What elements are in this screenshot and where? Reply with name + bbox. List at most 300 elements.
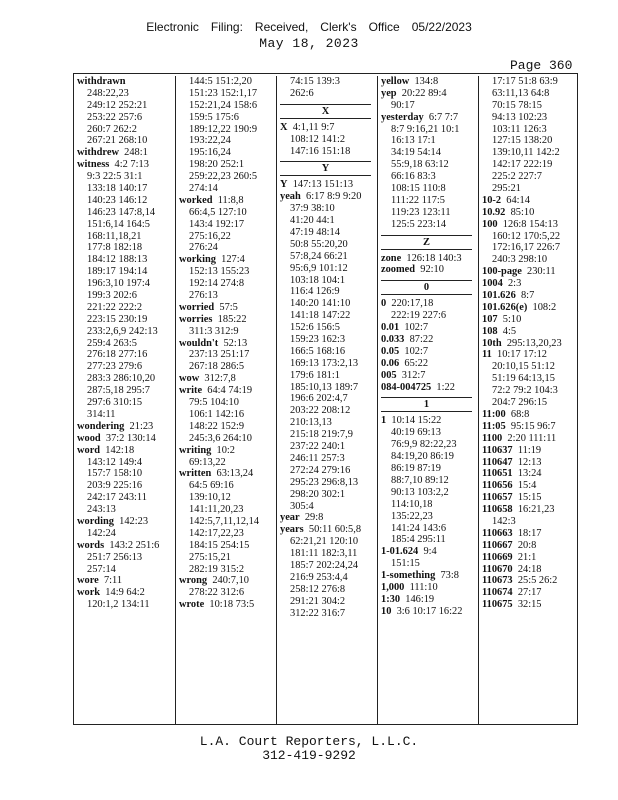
index-word: worked <box>179 194 213 206</box>
page-line-refs: 50:11 60:5,8 <box>308 524 362 536</box>
page-line-refs: 146:19 <box>405 593 435 605</box>
index-line <box>179 326 276 338</box>
index-word: wood <box>77 432 101 444</box>
index-word: witness <box>77 159 110 171</box>
index-line <box>77 361 175 373</box>
page-line-refs: 215:18 219:7,9 <box>290 429 353 441</box>
page-line-refs: 139:10,11 142:2 <box>492 147 560 159</box>
index-word: 10.92 <box>482 206 506 218</box>
page-line-refs: 181:11 182:3,11 <box>290 548 358 560</box>
index-word: 110670 <box>482 563 513 575</box>
index-word: 110669 <box>482 551 513 563</box>
index-line <box>280 179 377 191</box>
page-line-refs: 87:22 <box>409 334 434 346</box>
index-line <box>77 564 175 576</box>
page-line-refs: 198:20 252:1 <box>189 159 245 171</box>
index-line <box>280 572 377 584</box>
index-line <box>381 475 478 487</box>
letter-heading: X <box>280 104 371 119</box>
index-line <box>179 468 276 480</box>
page-line-refs: 62:21,21 120:10 <box>290 536 359 548</box>
index-line <box>179 504 276 516</box>
index-line <box>280 429 377 441</box>
page-line-refs: 169:13 173:2,13 <box>290 357 359 369</box>
page-line-refs: 179:6 181:1 <box>290 369 340 381</box>
index-column <box>478 76 579 724</box>
page-line-refs: 88:7,10 89:12 <box>391 474 449 486</box>
index-line <box>381 76 478 88</box>
index-line <box>280 453 377 465</box>
index-line <box>381 439 478 451</box>
index-line <box>482 468 579 480</box>
index-line <box>482 504 579 516</box>
index-line <box>482 492 579 504</box>
index-word: 1100 <box>482 432 503 444</box>
index-line <box>179 219 276 231</box>
page-line-refs: 312:22 316:7 <box>290 607 346 619</box>
index-line <box>381 112 478 124</box>
page-line-refs: 15:4 <box>517 480 537 492</box>
efiling-stamp <box>0 20 618 34</box>
index-line <box>77 338 175 350</box>
index-line <box>482 349 579 361</box>
page-line-refs: 251:7 256:13 <box>87 551 143 563</box>
page-line-refs: 9:3 22:5 31:1 <box>87 171 143 183</box>
page-line-refs: 76:9,9 82:22,23 <box>391 439 457 451</box>
page-line-refs: 282:19 315:2 <box>189 563 245 575</box>
index-line <box>381 382 478 394</box>
index-word: 110658 <box>482 504 513 516</box>
page-line-refs: 223:15 230:19 <box>87 313 148 325</box>
page-line-refs: 8:7 9:16,21 10:1 <box>391 123 460 135</box>
index-line <box>280 465 377 477</box>
index-line <box>179 492 276 504</box>
page-line-refs: 275:16,22 <box>189 230 231 242</box>
index-line <box>77 492 175 504</box>
index-line <box>381 346 478 358</box>
index-line <box>179 397 276 409</box>
page-line-refs: 57:8,24 66:21 <box>290 250 348 262</box>
index-line <box>179 516 276 528</box>
page-line-refs: 102:7 <box>404 322 429 334</box>
page-line-refs: 140:20 141:10 <box>290 298 351 310</box>
page-line-refs: 37:9 38:10 <box>290 203 335 215</box>
index-word: 0.05 <box>381 345 400 357</box>
index-line <box>179 480 276 492</box>
index-line <box>280 76 377 88</box>
index-line <box>482 480 579 492</box>
index-line <box>482 171 579 183</box>
page-line-refs: 240:3 298:10 <box>492 254 548 266</box>
index-line <box>482 409 579 421</box>
page-line-refs: 119:23 123:11 <box>391 206 451 218</box>
index-line <box>179 88 276 100</box>
index-word: wrote <box>179 599 205 611</box>
page-line-refs: 276:13 <box>189 290 218 302</box>
page-line-refs: 6:7 7:7 <box>428 111 459 123</box>
index-word: 1-something <box>381 570 436 582</box>
page-line-refs: 20:22 89:4 <box>401 87 447 99</box>
page-line-refs: 295:13,20,23 <box>506 337 562 349</box>
page-line-refs: 125:5 223:14 <box>391 218 447 230</box>
efiling-word: Received, <box>254 20 309 34</box>
index-line <box>77 124 175 136</box>
index-line <box>280 393 377 405</box>
page-line-refs: 14:9 64:2 <box>105 587 145 599</box>
index-line <box>280 441 377 453</box>
index-line <box>179 361 276 373</box>
page-line-refs: 166:5 168:16 <box>290 345 346 357</box>
index-word: Y <box>280 179 288 191</box>
index-word: 005 <box>381 369 397 381</box>
index-word: yesterday <box>381 111 424 123</box>
page-line-refs: 9:4 <box>423 546 437 558</box>
index-line <box>381 582 478 594</box>
index-word: 110651 <box>482 468 513 480</box>
page-line-refs: 41:20 44:1 <box>290 215 335 227</box>
index-line <box>280 417 377 429</box>
page-line-refs: 141:24 143:6 <box>391 522 447 534</box>
footer-phone: 312-419-9292 <box>262 748 356 763</box>
index-line <box>280 548 377 560</box>
index-word: words <box>77 539 105 551</box>
page-line-refs: 69:13,22 <box>189 456 226 468</box>
index-line <box>280 215 377 227</box>
page-line-refs: 168:11,18,21 <box>87 230 142 242</box>
index-line <box>280 227 377 239</box>
index-line <box>179 385 276 397</box>
index-line <box>179 564 276 576</box>
index-line <box>280 298 377 310</box>
page-line-refs: 11:8,8 <box>217 194 244 206</box>
page-line-refs: 139:10,12 <box>189 492 231 504</box>
page-line-refs: 141:18 147:22 <box>290 310 351 322</box>
page-number: Page 360 <box>510 58 573 73</box>
page-line-refs: 4:5 <box>502 325 517 337</box>
page-line-refs: 278:22 312:6 <box>189 587 245 599</box>
page-line-refs: 63:11,13 64:8 <box>492 87 550 99</box>
page-line-refs: 267:21 268:10 <box>87 135 148 147</box>
page-line-refs: 248:1 <box>124 147 148 159</box>
page-line-refs: 29:8 <box>304 512 324 524</box>
page-line-refs: 25:5 26:2 <box>517 575 558 587</box>
index-line <box>482 516 579 528</box>
index-line <box>381 358 478 370</box>
page-line-refs: 142:24 <box>87 527 116 539</box>
index-word: 0.01 <box>381 322 400 334</box>
index-line <box>179 409 276 421</box>
page-line-refs: 249:12 252:21 <box>87 99 148 111</box>
page-line-refs: 4:2 7:13 <box>114 159 149 171</box>
page-line-refs: 146:23 147:8,14 <box>87 206 156 218</box>
page-line-refs: 20:10,15 51:12 <box>492 361 555 373</box>
index-line <box>280 334 377 346</box>
index-line <box>381 171 478 183</box>
index-line <box>381 219 478 231</box>
index-line <box>482 338 579 350</box>
index-line <box>482 135 579 147</box>
page-line-refs: 253:22 257:6 <box>87 111 143 123</box>
index-line <box>179 599 276 611</box>
page-line-refs: 65:22 <box>404 357 429 369</box>
page-line-refs: 10:18 73:5 <box>209 599 255 611</box>
page-line-refs: 185:10,13 189:7 <box>290 381 359 393</box>
page-line-refs: 177:8 182:18 <box>87 242 143 254</box>
page-line-refs: 143:12 149:4 <box>87 456 143 468</box>
index-word: 1 <box>381 415 387 427</box>
page-line-refs: 135:22,23 <box>391 510 433 522</box>
index-line <box>280 310 377 322</box>
index-line <box>77 397 175 409</box>
page-line-refs: 193:22,24 <box>189 135 231 147</box>
page-line-refs: 90:13 103:2,2 <box>391 486 449 498</box>
letter-heading: Y <box>280 161 371 176</box>
page-line-refs: 21:23 <box>129 420 154 432</box>
efiling-word: Filing: <box>210 20 243 34</box>
index-line <box>280 358 377 370</box>
page-line-refs: 272:24 279:16 <box>290 464 351 476</box>
index-line <box>77 575 175 587</box>
page-line-refs: 189:17 194:14 <box>87 266 148 278</box>
index-line <box>77 88 175 100</box>
page-line-refs: 246:11 257:3 <box>290 452 345 464</box>
page-line-refs: 242:17 243:11 <box>87 492 147 504</box>
index-line <box>77 195 175 207</box>
index-line <box>179 552 276 564</box>
index-line <box>280 122 377 134</box>
page-line-refs: 32:15 <box>517 599 542 611</box>
index-word: 100 <box>482 218 498 230</box>
index-line <box>482 147 579 159</box>
index-line <box>179 207 276 219</box>
index-line <box>179 183 276 195</box>
page-line-refs: 21:1 <box>517 551 537 563</box>
index-word: 11:05 <box>482 420 506 432</box>
index-line <box>482 76 579 88</box>
index-line <box>280 608 377 620</box>
index-line <box>280 477 377 489</box>
page-line-refs: 216:9 253:4,4 <box>290 571 348 583</box>
page-line-refs: 225:2 227:7 <box>492 171 542 183</box>
page-line-refs: 259:4 263:5 <box>87 337 137 349</box>
page-line-refs: 314:11 <box>87 408 116 420</box>
index-line <box>280 596 377 608</box>
page-line-refs: 203:22 208:12 <box>290 405 351 417</box>
index-line <box>381 487 478 499</box>
page-line-refs: 258:12 276:8 <box>290 583 346 595</box>
page-line-refs: 70:15 78:15 <box>492 99 542 111</box>
page-line-refs: 27:17 <box>517 587 542 599</box>
index-line <box>381 534 478 546</box>
page-line-refs: 143:4 192:17 <box>189 218 245 230</box>
index-line <box>280 203 377 215</box>
index-line <box>482 242 579 254</box>
index-word: zoomed <box>381 264 416 276</box>
page-line-refs: 7:11 <box>103 575 123 587</box>
page-line-refs: 140:23 146:12 <box>87 194 148 206</box>
index-word: wording <box>77 515 114 527</box>
index-line <box>381 135 478 147</box>
index-line <box>482 254 579 266</box>
index-word: X <box>280 121 288 133</box>
index-column <box>74 76 175 724</box>
page-line-refs: 260:7 262:2 <box>87 123 137 135</box>
index-line <box>381 310 478 322</box>
page-line-refs: 55:9,18 63:12 <box>391 159 449 171</box>
index-line <box>280 286 377 298</box>
index-line <box>280 191 377 203</box>
index-column <box>276 76 377 724</box>
page-line-refs: 148:22 152:9 <box>189 420 245 432</box>
index-word: worries <box>179 313 213 325</box>
index-word: 11:00 <box>482 408 506 420</box>
index-line <box>482 231 579 243</box>
index-line <box>280 275 377 287</box>
index-word: 100-page <box>482 266 522 278</box>
page-line-refs: 184:12 188:13 <box>87 254 148 266</box>
index-column <box>175 76 276 724</box>
page-line-refs: 15:15 <box>517 492 542 504</box>
page-line-refs: 114:10,18 <box>391 498 433 510</box>
index-line <box>280 346 377 358</box>
page-line-refs: 237:22 240:1 <box>290 441 346 453</box>
index-line <box>179 290 276 302</box>
index-line <box>77 219 175 231</box>
page-line-refs: 222:19 227:6 <box>391 310 447 322</box>
index-line <box>179 457 276 469</box>
page-line-refs: 74:15 139:3 <box>290 76 340 87</box>
index-line <box>179 278 276 290</box>
page-line-refs: 185:4 295:11 <box>391 534 446 546</box>
index-line <box>482 457 579 469</box>
page-line-refs: 16:13 17:1 <box>391 135 436 147</box>
index-line <box>280 584 377 596</box>
efiling-word: 05/22/2023 <box>411 20 472 34</box>
page-line-refs: 312:7,8 <box>204 373 236 385</box>
index-line <box>482 385 579 397</box>
page-line-refs: 276:18 277:16 <box>87 349 148 361</box>
page-line-refs: 127:15 138:20 <box>492 135 553 147</box>
efiling-word: Office <box>368 20 400 34</box>
page-line-refs: 142:5,7,11,12,14 <box>189 515 260 527</box>
footer-company: L.A. Court Reporters, L.L.C. <box>199 734 419 749</box>
index-line <box>77 171 175 183</box>
page-line-refs: 233:2,6,9 242:13 <box>87 325 158 337</box>
page-line-refs: 298:20 302:1 <box>290 488 346 500</box>
page-line-refs: 159:5 175:6 <box>189 111 239 123</box>
page-line-refs: 111:22 117:5 <box>391 194 445 206</box>
index-line <box>482 540 579 552</box>
index-line <box>77 457 175 469</box>
page-line-refs: 142:18 <box>105 444 135 456</box>
page-line-refs: 95:6,9 101:12 <box>290 262 348 274</box>
index-word: 1-01.624 <box>381 546 419 558</box>
page-line-refs: 126:18 140:3 <box>406 252 462 264</box>
index-line <box>179 433 276 445</box>
page-line-refs: 199:3 202:6 <box>87 290 137 302</box>
index-line <box>77 373 175 385</box>
index-line <box>381 298 478 310</box>
index-line <box>77 278 175 290</box>
index-line <box>381 370 478 382</box>
page-line-refs: 203:9 225:16 <box>87 480 143 492</box>
index-word: 110675 <box>482 599 513 611</box>
index-word: years <box>280 524 304 536</box>
index-line <box>482 195 579 207</box>
page-line-refs: 142:17,22,23 <box>189 527 244 539</box>
index-line <box>179 76 276 88</box>
index-line <box>381 264 478 276</box>
index-line <box>77 100 175 112</box>
index-line <box>77 266 175 278</box>
index-line <box>482 290 579 302</box>
page-line-refs: 2:3 <box>507 278 522 290</box>
page-line-refs: 160:12 170:5,22 <box>492 230 561 242</box>
page-line-refs: 1:22 <box>436 381 455 393</box>
page-line-refs: 297:6 310:15 <box>87 397 143 409</box>
index-line <box>179 135 276 147</box>
index-line <box>77 599 175 611</box>
index-line <box>77 159 175 171</box>
index-line <box>179 302 276 314</box>
page-line-refs: 142:23 <box>119 515 149 527</box>
index-line <box>77 385 175 397</box>
page-line-refs: 276:24 <box>189 242 218 254</box>
page-line-refs: 103:11 126:3 <box>492 123 547 135</box>
index-word: 110673 <box>482 575 513 587</box>
index-line <box>179 112 276 124</box>
page-line-refs: 147:13 151:13 <box>292 179 354 191</box>
index-line <box>280 263 377 275</box>
index-word: 108 <box>482 325 498 337</box>
index-line <box>77 254 175 266</box>
page-line-refs: 267:18 286:5 <box>189 361 245 373</box>
page-line-refs: 147:16 151:18 <box>290 145 351 157</box>
index-line <box>77 290 175 302</box>
page-line-refs: 133:18 140:17 <box>87 183 148 195</box>
page-line-refs: 120:1,2 134:11 <box>87 599 150 611</box>
page-line-refs: 172:16,17 226:7 <box>492 242 561 254</box>
index-line <box>77 231 175 243</box>
page-line-refs: 10:17 17:12 <box>497 349 547 361</box>
index-line <box>381 427 478 439</box>
page-line-refs: 34:19 54:14 <box>391 147 441 159</box>
index-word: wouldn't <box>179 337 219 349</box>
index-line <box>280 382 377 394</box>
index-word: 110657 <box>482 492 513 504</box>
index-line <box>77 135 175 147</box>
index-word: wow <box>179 373 200 385</box>
page-line-refs: 64:14 <box>506 194 530 206</box>
page-line-refs: 52:13 <box>223 337 248 349</box>
page-line-refs: 57:5 <box>219 301 238 313</box>
index-line <box>381 415 478 427</box>
efiling-word: Electronic <box>146 20 199 34</box>
index-word: 10-2 <box>482 194 502 206</box>
index-line <box>381 183 478 195</box>
page-line-refs: 127:4 <box>221 254 245 266</box>
index-line <box>77 242 175 254</box>
page-line-refs: 243:13 <box>87 504 116 516</box>
index-line <box>280 146 377 158</box>
page-line-refs: 51:19 64:13,15 <box>492 373 555 385</box>
index-word: worried <box>179 301 215 313</box>
page-line-refs: 159:23 162:3 <box>290 334 346 346</box>
index-line <box>77 445 175 457</box>
index-line <box>77 504 175 516</box>
index-line <box>77 326 175 338</box>
index-line <box>381 124 478 136</box>
